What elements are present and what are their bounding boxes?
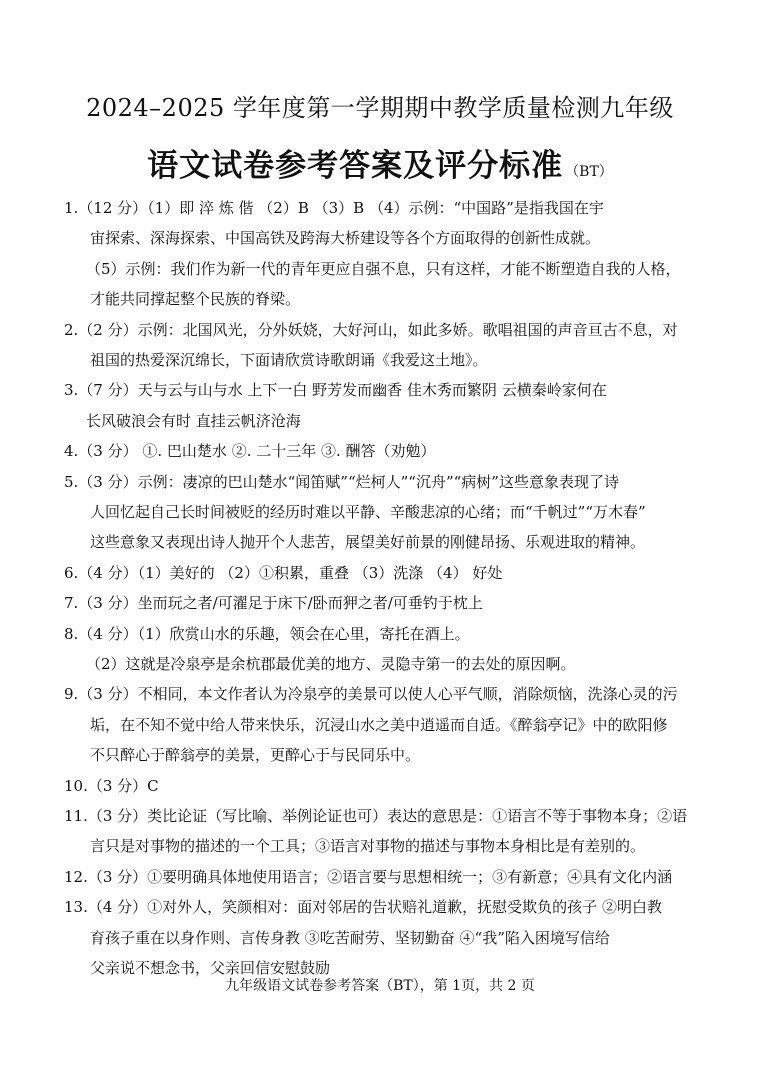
answer-key-title <box>0 140 760 185</box>
answer-line: 祖国的热爱深沉绵长，下面请欣赏诗歌朗诵《我爱这土地》。 <box>90 351 488 369</box>
answer-line: 不只醉心于醉翁亭的美景，更醉心于与民同乐中。 <box>90 746 421 764</box>
answer-line: 2.（2 分）示例：北国风光，分外妖娆，大好河山，如此多娇。歌唱祖国的声音亘古不息，对 <box>64 321 678 339</box>
exam-title: 2024–2025 学年度第一学期期中教学质量检测九年级 <box>86 94 674 122</box>
answer-key-title-suffix: （BT） <box>565 164 613 180</box>
answer-line: 5.（3 分）示例：凄凉的巴山楚水“闻笛赋”“烂柯人”“沉舟”“病树”这些意象表现了诗 <box>64 473 619 491</box>
answer-line: 11.（3 分）类比论证（写比喻、举例论证也可）表达的意思是：①语言不等于事物本身；②语 <box>64 807 688 825</box>
answer-line: （2）这就是冷泉亭是余杭郡最优美的地方、灵隐寺第一的去处的原因啊。 <box>86 655 576 673</box>
answer-key-title-text: 语文试卷参考答案及评分标准 <box>147 148 564 184</box>
answer-line: 人回忆起自己长时间被贬的经历时难以平静、辛酸悲凉的心绪；而“千帆过”“万木春” <box>90 503 646 521</box>
answer-line: 13.（4 分）①对外人，笑颜相对：面对邻居的告状赔礼道歉，抚慰受欺负的孩子 ②明白教 <box>64 898 662 916</box>
answer-line: 6.（4 分）（1）美好的 （2）①积累，重叠 （3）洗涤 （4） 好处 <box>64 564 503 582</box>
answer-line: 才能共同撑起整个民族的脊梁。 <box>90 290 301 308</box>
answer-line: 父亲说不想念书，父亲回信安慰鼓励 <box>90 959 331 977</box>
answer-line: 10.（3 分）C <box>64 777 159 795</box>
answer-line: 言只是对事物的描述的一个工具；③语言对事物的描述与事物本身相比是有差别的。 <box>90 837 646 855</box>
answer-line: 这些意象又表现出诗人抛开个人悲苦，展望美好前景的刚健昂扬、乐观进取的精神。 <box>90 533 646 551</box>
answer-line: 宙探索、深海探索、中国高铁及跨海大桥建设等各个方面取得的创新性成就。 <box>90 229 601 247</box>
answer-line: 7.（3 分）坐而玩之者/可濯足于床下/卧而狎之者/可垂钓于枕上 <box>64 594 483 612</box>
answer-line: 12.（3 分）①要明确具体地使用语言；②语言要与思想相统一；③有新意；④具有文化内涵 <box>64 868 673 886</box>
answer-line: 长风破浪会有时 直挂云帆济沧海 <box>86 412 301 430</box>
answer-line: 8.（4 分）（1）欣赏山水的乐趣，领会在心里，寄托在酒上。 <box>64 625 470 643</box>
page-footer: 九年级语文试卷参考答案（BT），第 1页，共 2 页 <box>225 978 535 994</box>
answer-line: 垢，在不知不觉中给人带来快乐，沉浸山水之美中逍遥而自适。《醉翁亭记》中的欧阳修 <box>90 716 668 734</box>
answer-line: 3.（7 分）天与云与山与水 上下一白 野芳发而幽香 佳木秀而繁阴 云横秦岭家何在 <box>64 381 607 399</box>
answer-line: 9.（3 分）不相同，本文作者认为冷泉亭的美景可以使人心平气顺，消除烦恼，洗涤心灵的污 <box>64 685 678 703</box>
answer-line: （5）示例：我们作为新一代的青年更应自强不息，只有这样，才能不断塑造自我的人格， <box>86 260 681 278</box>
answer-line: 1.（12 分）（1）即 淬 炼 偕 （2）B （3）B （4）示例：“中国路”是指我国在宇 <box>64 199 604 217</box>
answer-line: 育孩子重在以身作则、言传身教 ③吃苦耐劳、坚韧勤奋 ④“我”陷入困境写信给 <box>90 929 610 947</box>
answer-line: 4.（3 分） ①. 巴山楚水 ②. 二十三年 ③. 酬答（劝勉） <box>64 442 436 460</box>
